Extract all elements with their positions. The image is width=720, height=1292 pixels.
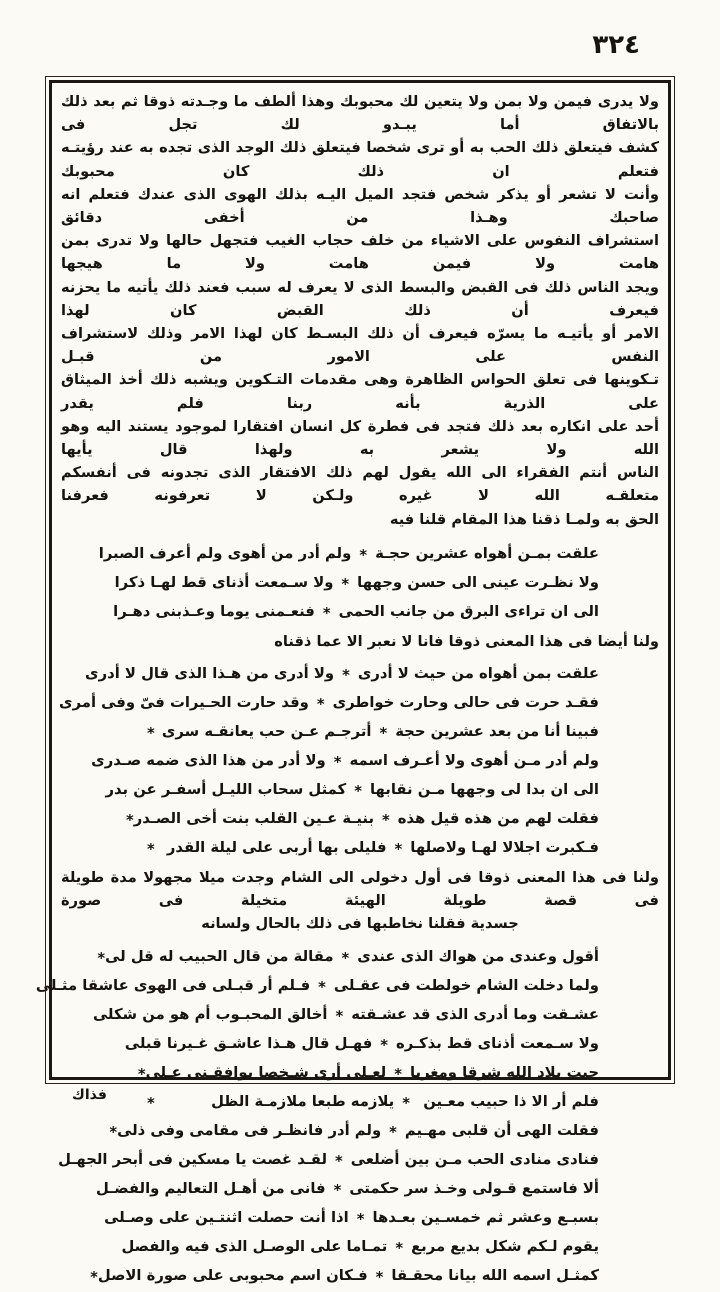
hemistich-second: يلازمه طبعا ملازمـة الظل — [211, 1092, 395, 1110]
hemistich-second: اذا أنت حصلت اثنتـين على وصـلى — [104, 1208, 349, 1226]
hemistich-first: ألا فاستمع قـولى وخـذ سر حكمتى — [349, 1179, 599, 1197]
hemistich-first: كمثـل اسمه الله بيانا محقـقا — [391, 1266, 599, 1284]
catchword: فذاك — [72, 1087, 107, 1103]
verse-filler-mark: * — [97, 949, 106, 967]
hemistich-second: فهـل قال هـذا عاشـق غـيرنا قبلى — [124, 1034, 373, 1052]
prose-line: ولا يدرى فيمن ولا بمن ولا يتعين لك محبوبك وهذا ألطف ما وجـدته ذوقا ثم بعد ذلك بالاتفاق أما يبـدو لك تجل فى — [61, 93, 659, 134]
hemistich-first: فبينا أنا من بعد عشرين حجة — [395, 723, 599, 741]
verse-filler-mark: * — [126, 812, 134, 830]
verse-separator: * — [333, 754, 342, 772]
hemistich-first: ولا سـمعت أذناى قط بذكـره — [396, 1034, 599, 1052]
poem-block-1 — [98, 539, 599, 626]
hemistich-first: علقت بمـن أهواه عشرين حجـة — [375, 544, 599, 562]
verse-separator: * — [380, 1036, 389, 1054]
hemistich-first: فقـد حرت فى حالى وحارت خواطرى — [332, 694, 599, 712]
hemistich-second: فليلى بها أربى على ليلة القدر — [166, 839, 387, 857]
prose-line: الحق به ولمـا ذقنا هذا المقام قلنا فيه — [389, 510, 659, 528]
prose-block-c — [61, 866, 659, 936]
prose-line: تـكوينها فى تعلق الحواس الظاهرة وهى مقدمات التـكوين ويشبه ذلك أخذ الميثاق على الذرية بأنه ربنا فلم يقدر — [61, 371, 659, 412]
prose-line: الناس أنتم الفقراء الى الله يقول لهم ذلك الافتقار الذى تجدونه فى أنفسكم متعلقـه الله لا غيره ولـكن لا تعرفونه فعرفنا — [61, 464, 659, 505]
prose-line: أحد على انكاره بعد ذلك فتجد فى فطرة كل انسان افتقارا لموجود يستند اليه وهو الله ولا يشعر به ولهذا قال يأيها — [61, 417, 659, 459]
hemistich-second: ولم أدر من أهوى ولم أعرف الصبرا — [98, 544, 352, 562]
prose-line: جسدية فقلنا نخاطبها فى ذلك بالحال ولسانه — [201, 915, 519, 933]
verse-row — [113, 597, 599, 626]
hemistich-second: لقـد غصت يا مسكين فى أبحر الجهـل — [58, 1150, 327, 1168]
verse-separator: * — [356, 1210, 365, 1228]
verse-row — [90, 1261, 599, 1290]
verse-row — [126, 804, 599, 833]
verse-filler-mark: * — [137, 1065, 146, 1083]
hemistich-first: عشـقت وما أدرى الذى قد عشـقته — [351, 1005, 599, 1023]
hemistich-first: فـكبرت اجلالا لهـا ولاصلها — [410, 839, 599, 857]
prose-block-b — [61, 630, 659, 653]
verse-separator: * — [335, 1007, 344, 1025]
hemistich-second: أترجـم عـن حب يعانقـه سرى — [161, 723, 372, 741]
hemistich-first: جبت بلاد الله شرقا ومغربا — [409, 1063, 599, 1081]
hemistich-first: الى ان تراءى البرق من جانب الحمى — [338, 602, 599, 620]
verse-separator: * — [354, 783, 362, 801]
hemistich-second: ولا أدرى من هـذا الذى قال لا أدرى — [85, 665, 335, 683]
verse-row — [105, 775, 599, 804]
verse-row — [92, 1000, 599, 1029]
hemistich-first: ولما دخلت الشام خولطت فى عقـلى — [333, 976, 599, 994]
hemistich-first: فقلت الهى أن قلبى مهـيم — [404, 1121, 599, 1139]
hemistich-first: يقوم لـكم شكل بديع مربع — [411, 1237, 599, 1255]
prose-line: ويجد الناس ذلك فى القبض والبسط الذى لا يعرف له سبب فعند ذلك يأتيه ما يحزنه فيعرف أن ذلك القبض كان لهذا — [61, 278, 659, 319]
verse-filler-mark: * — [90, 1268, 98, 1286]
hemistich-first: أقول وعندى من هواك الذى عندى — [357, 947, 599, 965]
hemistich-first: فلم أر الا ذا حبيب معـين — [423, 1092, 599, 1110]
verse-separator: * — [389, 1123, 397, 1141]
verse-separator: * — [322, 604, 331, 622]
verse-row — [114, 568, 599, 597]
verse-filler-mark: * — [109, 1123, 118, 1141]
hemistich-second: بنيـة عـين القلب بنت أخى الصـدر — [133, 810, 375, 828]
verse-separator: * — [394, 1065, 402, 1083]
verse-separator: * — [318, 978, 326, 996]
verse-separator: * — [335, 1152, 343, 1170]
hemistich-second: لعـلى أرى شـخصا يوافقـنى عـلى — [145, 1063, 387, 1081]
verse-row — [35, 971, 599, 1000]
verse-row — [58, 1145, 599, 1174]
verse-row — [124, 1029, 599, 1058]
hemistich-second: ولا أدر من هذا الذى ضمه صـدرى — [91, 752, 326, 770]
verse-filler-mark: * — [147, 1094, 155, 1112]
hemistich-first: بسبـع وعشر ثم خمسـين بعـدها — [372, 1208, 599, 1226]
hemistich-second: مقالة من قال الحبيب له قل لى — [105, 947, 334, 965]
verse-row — [137, 1058, 599, 1087]
verse-separator: * — [341, 575, 350, 593]
hemistich-first: الى ان بدا لى وجهها مـن نقابها — [369, 781, 599, 799]
prose-line: كشف فيتعلق ذلك الحب به أو ترى شخصا فيتعلق ذلك الوجد الذى تجده به عند رؤيتـه فتعلم ان ذلك كان محبوبك — [61, 139, 659, 180]
verse-separator: * — [402, 1094, 410, 1112]
verse-separator: * — [375, 1268, 384, 1286]
hemistich-second: فانى من أهـل التعاليم والفضـل — [96, 1179, 326, 1197]
prose-line: الامر أو يأتيـه ما يسرّه فيعرف أن ذلك البسـط كان لهذا الامر وذلك لاستشراف النفس على الامور من قبـل — [61, 325, 659, 366]
verse-row — [104, 1203, 599, 1232]
verse-row — [147, 833, 599, 862]
hemistich-second: كمثل سحاب الليـل أسفـر عن بدر — [105, 781, 347, 799]
verse-row — [59, 688, 599, 717]
prose-line: ولنا فى هذا المعنى ذوقا فى أول دخولى الى الشام وجدت ميلا مجهولا مدة طويلة فى قصة طويلة الهيئة متخيلة فى صورة — [61, 869, 659, 910]
hemistich-first: فقلت لهم من هذه قيل هذه — [397, 810, 599, 828]
verse-separator: * — [382, 812, 390, 830]
verse-row — [109, 1116, 599, 1145]
verse-separator: * — [341, 949, 350, 967]
hemistich-first: فنادى منادى الحب مـن بين أضلعى — [350, 1150, 599, 1168]
hemistich-second: فـلم أر قبـلى فى الهوى عاشقا مثـلى — [35, 976, 311, 994]
prose-line: وأنت لا تشعر أو يذكر شخص فتجد الميل اليـه بذلك الهوى الذى عندك فتعلم انه صاحبك وهـذا من أخفى دقائق — [61, 185, 659, 227]
page-number: ٣٢٤ — [592, 30, 640, 60]
verse-row — [147, 1087, 599, 1116]
verse-separator: * — [359, 546, 368, 564]
verse-row — [98, 539, 599, 568]
verse-separator: * — [316, 696, 325, 714]
verse-separator: * — [379, 725, 388, 743]
verse-separator: * — [342, 667, 350, 685]
hemistich-first: ولم أدر مـن أهوى ولا أعـرف اسمه — [349, 752, 599, 770]
hemistich-second: وقد حارت الحـيرات فىّ وفى أمرى — [59, 694, 309, 712]
verse-separator: * — [394, 841, 403, 859]
prose-line: ولنا أيضا فى هذا المعنى ذوقا فانا لا نعبر الا عما ذقناه — [274, 632, 659, 650]
verse-row — [85, 659, 599, 688]
verse-row — [96, 1174, 599, 1203]
hemistich-first: علقت بمن أهواه من حيث لا أدرى — [357, 665, 599, 683]
verse-row — [97, 942, 599, 971]
verse-filler-mark: * — [147, 841, 155, 859]
prose-line: استشراف النفوس على الاشياء من خلف حجاب الغيب فتجهل حالها ولا تدرى بمن هامت ولا فيمن هامت ولا ما هيجها — [61, 232, 659, 273]
hemistich-second: تمـاما على الوصـل الذى فيه والفصل — [121, 1237, 388, 1255]
prose-block-a — [61, 90, 659, 531]
verse-separator: * — [333, 1181, 342, 1199]
hemistich-second: أخالق المحبـوب أم هو من شكلى — [92, 1005, 328, 1023]
hemistich-first: ولا نظـرت عينى الى حسن وجهها — [357, 573, 599, 591]
verse-filler-mark: * — [147, 725, 155, 743]
hemistich-second: ولم أدر فانظـر فى مقامى وفى ذلى — [117, 1121, 382, 1139]
hemistich-second: فـكان اسم محبوبى على صورة الاصل — [97, 1266, 368, 1284]
poem-block-2 — [59, 659, 599, 862]
hemistich-second: فنعـمنى يوما وعـذبنى دهـرا — [113, 602, 315, 620]
verse-row — [121, 1232, 599, 1261]
verse-separator: * — [395, 1239, 404, 1257]
hemistich-second: ولا سـمعت أذناى قط لهـا ذكرا — [114, 573, 334, 591]
verse-row — [91, 746, 599, 775]
verse-row — [147, 717, 599, 746]
